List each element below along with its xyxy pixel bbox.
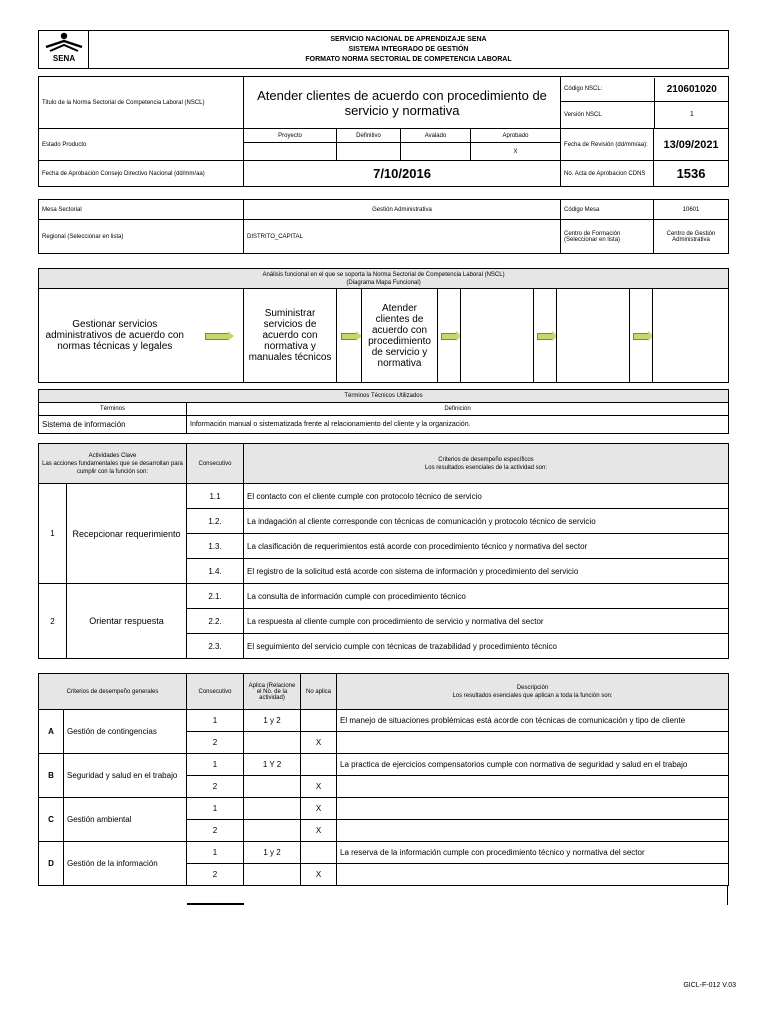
codigo-mesa-value: 10601 <box>654 200 729 220</box>
gen-no-aplica: X <box>301 864 337 886</box>
gen-no-aplica <box>301 842 337 864</box>
gen-desc: La practica de ejercicios compensatorios cumple con normativa de seguridad y salud en el trabajo <box>337 754 729 776</box>
gen-letter: B <box>39 754 64 798</box>
act-consecutivo: 2.2. <box>187 609 244 634</box>
titulo-label: Titulo de la Norma Sectorial de Competencia Laboral (NSCL) <box>39 77 244 129</box>
actividades-table <box>38 443 729 659</box>
act-criterio: El contacto con el cliente cumple con protocolo técnico de servicio <box>244 484 729 509</box>
act-h3-line2: Los resultados esenciales de la actividad son: <box>424 464 548 471</box>
fecha-apr-value: 7/10/2016 <box>244 161 561 187</box>
act-criterio: La respuesta al cliente cumple con procedimiento de servicio y normativa del sector <box>244 609 729 634</box>
version-label: Versión NSCL <box>561 102 654 128</box>
codigo-mesa-label: Código Mesa <box>561 200 654 220</box>
sena-logo-icon <box>42 31 86 63</box>
codigo-value: 210601020 <box>654 78 729 102</box>
termino-def: Información manual o sistematizada frente al relacionamiento del cliente y la organización. <box>187 416 729 434</box>
arrow-5 <box>630 289 653 383</box>
mapa-table <box>38 268 729 383</box>
gen-no-aplica: X <box>301 776 337 798</box>
terminos-title: Términos Técnicos Utilizados <box>39 390 729 403</box>
gen-h1: Criterios de desempeño generales <box>39 674 187 710</box>
gen-desc <box>337 864 729 886</box>
estado-mark: X <box>471 143 561 161</box>
arrow-right-icon <box>633 333 649 340</box>
fecha-apr-label: Fecha de Aprobación Consejo Directivo Nacional (dd/mm/aa) <box>39 161 244 187</box>
act-criterio: La clasificación de requerimientos está acorde con procedimiento técnico y normativa del sector <box>244 534 729 559</box>
estado-label: Estado Producto <box>39 129 244 161</box>
arrow-right-icon <box>441 333 457 340</box>
mapa-box4 <box>461 289 534 383</box>
centro-label: Centro de Formación (Seleccionar en lista) <box>561 220 654 254</box>
gen-aplica <box>244 776 301 798</box>
act-h2: Consecutivo <box>187 444 244 484</box>
gen-h5-line1: Descripción <box>516 684 549 691</box>
act-h3-line1: Criterios de desempeño específicos <box>438 456 534 463</box>
gen-no-aplica: X <box>301 820 337 842</box>
gen-h3: Aplica (Relacione el No. de la actividad) <box>244 674 301 710</box>
mesa-label: Mesa Sectorial <box>39 200 244 220</box>
gen-aplica: 1 Y 2 <box>244 754 301 776</box>
gen-no-aplica <box>301 754 337 776</box>
gen-consecutivo: 1 <box>187 710 244 732</box>
mapa-title2: (Diagrama Mapa Funcional) <box>346 279 421 286</box>
gen-h4: No aplica <box>301 674 337 710</box>
gen-consecutivo: 2 <box>187 732 244 754</box>
terminos-table <box>38 389 729 434</box>
act-group-name: Recepcionar requerimiento <box>67 484 187 584</box>
act-consecutivo: 2.1. <box>187 584 244 609</box>
bottom-rule <box>187 903 244 905</box>
gen-consecutivo: 1 <box>187 754 244 776</box>
regional-value: DISTRITO_CAPITAL <box>244 220 561 254</box>
act-h1-line1: Actividades Clave <box>88 452 137 459</box>
gen-aplica <box>244 820 301 842</box>
terminos-col1: Términos <box>39 403 187 416</box>
act-consecutivo: 1.4. <box>187 559 244 584</box>
act-criterio: La indagación al cliente corresponde con técnicas de comunicación y protocolo técnico de servicio <box>244 509 729 534</box>
info-table <box>38 76 729 187</box>
arrow-1 <box>191 289 244 383</box>
mesa-value: Gestión Administrativa <box>244 200 561 220</box>
mapa-box3: Atender clientes de acuerdo con procedimiento de servicio y normativa <box>362 289 438 383</box>
mesa-table <box>38 199 729 254</box>
estado-definitivo: Definitivo <box>337 129 401 143</box>
arrow-2 <box>337 289 362 383</box>
footer-code-text: GICL-F-012 <box>683 982 721 989</box>
gen-consecutivo: 2 <box>187 820 244 842</box>
estado-aprobado: Aprobado <box>471 129 561 143</box>
estado-proyecto: Proyecto <box>244 129 337 143</box>
arrow-right-icon <box>537 333 553 340</box>
gen-name: Gestión ambiental <box>64 798 187 842</box>
gen-letter: D <box>39 842 64 886</box>
header-table <box>38 30 729 69</box>
gen-desc <box>337 732 729 754</box>
arrow-right-icon <box>341 333 357 340</box>
centro-value: Centro de Gestión Administrativa <box>654 220 729 254</box>
fecha-rev-value: 13/09/2021 <box>654 129 729 161</box>
gen-aplica <box>244 864 301 886</box>
gen-aplica <box>244 732 301 754</box>
generales-table <box>38 673 729 886</box>
fecha-rev-label: Fecha de Revisión (dd/mm/aa): <box>561 129 654 161</box>
footer-version: V.03 <box>722 982 736 989</box>
gen-name: Gestión de contingencias <box>64 710 187 754</box>
arrow-4 <box>534 289 557 383</box>
act-consecutivo: 2.3. <box>187 634 244 659</box>
arrow-3 <box>438 289 461 383</box>
gen-desc <box>337 820 729 842</box>
act-criterio: El registro de la solicitud está acorde con sistema de información y procedimiento del servicio <box>244 559 729 584</box>
estado-avalado: Avalado <box>401 129 471 143</box>
act-criterio: La consulta de información cumple con procedimiento técnico <box>244 584 729 609</box>
gen-aplica <box>244 798 301 820</box>
act-group-name: Orientar respuesta <box>67 584 187 659</box>
version-value: 1 <box>654 102 729 128</box>
act-group-num: 1 <box>39 484 67 584</box>
gen-desc <box>337 776 729 798</box>
gen-consecutivo: 2 <box>187 776 244 798</box>
act-consecutivo: 1.3. <box>187 534 244 559</box>
gen-letter: C <box>39 798 64 842</box>
gen-desc: La reserva de la información cumple con procedimiento técnico y normativa del sector <box>337 842 729 864</box>
gen-aplica: 1 y 2 <box>244 842 301 864</box>
gen-name: Gestión de la información <box>64 842 187 886</box>
gen-letter: A <box>39 710 64 754</box>
act-consecutivo: 1.1 <box>187 484 244 509</box>
act-consecutivo: 1.2. <box>187 509 244 534</box>
gen-consecutivo: 1 <box>187 798 244 820</box>
acta-value: 1536 <box>654 161 729 187</box>
footer-code <box>683 982 736 989</box>
mapa-title1: Análisis funcional en el que se soporta la Norma Sectorial de Competencia Laboral (NSCL) <box>262 271 505 278</box>
gen-desc: El manejo de situaciones problémicas está acorde con técnicas de comunicación y tipo de cliente <box>337 710 729 732</box>
titulo-value: Atender clientes de acuerdo con procedimiento de servicio y normativa <box>244 77 561 129</box>
gen-h2: Consecutivo <box>187 674 244 710</box>
gen-h5-line2: Los resultados esenciales que aplican a toda la función son: <box>452 692 613 699</box>
gen-consecutivo: 2 <box>187 864 244 886</box>
arrow-right-icon <box>205 333 229 340</box>
header-line1: SERVICIO NACIONAL DE APRENDIZAJE SENA <box>330 35 487 43</box>
acta-label: No. Acta de Aprobacion CDNS <box>561 161 654 187</box>
gen-consecutivo: 1 <box>187 842 244 864</box>
right-rule <box>727 885 728 905</box>
gen-name: Seguridad y salud en el trabajo <box>64 754 187 798</box>
termino-name: Sistema de información <box>39 416 187 434</box>
gen-no-aplica <box>301 710 337 732</box>
svg-text:SENA: SENA <box>52 54 75 63</box>
header-line2: SISTEMA INTEGRADO DE GESTIÓN <box>348 45 469 53</box>
sena-logo <box>39 31 89 69</box>
mapa-box2: Suministrar servicios de acuerdo con normativa y manuales técnicos <box>244 289 337 383</box>
act-criterio: El seguimiento del servicio cumple con técnicas de trazabilidad y procedimiento técnico <box>244 634 729 659</box>
mapa-box1: Gestionar servicios administrativos de acuerdo con normas técnicas y legales <box>39 289 191 383</box>
terminos-col2: Definición <box>187 403 729 416</box>
gen-desc <box>337 798 729 820</box>
mapa-box6 <box>653 289 729 383</box>
act-h1-line2: Las acciones fundamentales que se desarrollan para cumplir con la función son: <box>42 460 183 475</box>
mapa-box5 <box>557 289 630 383</box>
gen-aplica: 1 y 2 <box>244 710 301 732</box>
codigo-label: Código NSCL: <box>561 78 654 102</box>
gen-no-aplica: X <box>301 798 337 820</box>
regional-label: Regional (Seleccionar en lista) <box>39 220 244 254</box>
header-line3: FORMATO NORMA SECTORIAL DE COMPETENCIA LABORAL <box>305 55 512 63</box>
act-group-num: 2 <box>39 584 67 659</box>
gen-no-aplica: X <box>301 732 337 754</box>
